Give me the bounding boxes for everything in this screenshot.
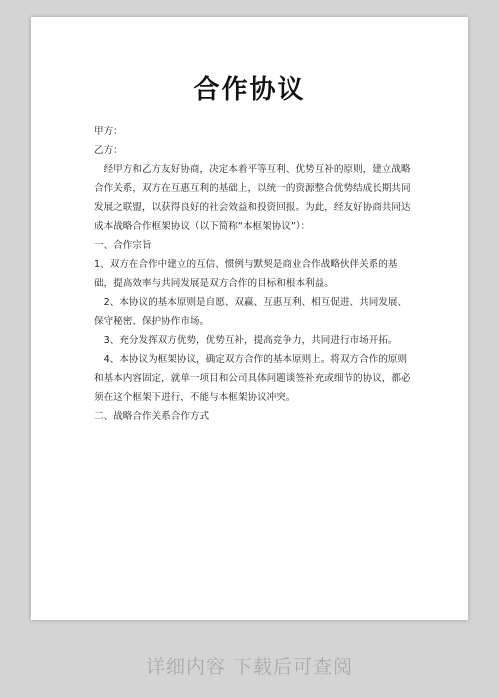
clause-4: 4、本协议为框架协议，确定双方合作的基本原则上。将双方合作的原则和基本内容固定，就单一项目和公司具体问题谈签补充或细节的协议，都必须在这个框架下进行，不能与本框架协议冲突。 xyxy=(94,354,411,403)
download-hint: 详细内容 下载后可查阅 xyxy=(145,656,354,678)
clause-2: 2、本协议的基本原则是自愿、双赢、互惠互利、相互促进、共同发展、保守秘密、保护协作市场。 xyxy=(94,297,408,327)
party-b-label: 乙方： xyxy=(94,145,123,156)
document-title: 合作协议 xyxy=(193,75,306,105)
intro-paragraph: 经甲方和乙方友好协商，决定本着平等互利、优势互补的原则，建立战略合作关系，双方在互惠互利的基础上，以统一的资源整合优势结成长期共同发展之联盟，以获得良好的社会效益和投资回报。为此，经友好协商共同达成本战略合作框架协议（以下简称“本框架协议”）： xyxy=(94,164,411,232)
clause-1: 1、双方在合作中建立的互信、惯例与默契是商业合作战略伙伴关系的基础，提高效率与共同发展是双方合作的目标和根本利益。 xyxy=(94,259,398,289)
clause-3: 3、充分发挥双方优势，优势互补，提高竞争力，共同进行市场开拓。 xyxy=(103,335,398,346)
section-1-heading: 一、合作宗旨 xyxy=(94,240,152,251)
section-2-heading: 二、战略合作关系合作方式 xyxy=(94,411,210,422)
document-body xyxy=(94,122,411,426)
document-page xyxy=(31,17,468,620)
party-a-label: 甲方： xyxy=(94,126,123,137)
